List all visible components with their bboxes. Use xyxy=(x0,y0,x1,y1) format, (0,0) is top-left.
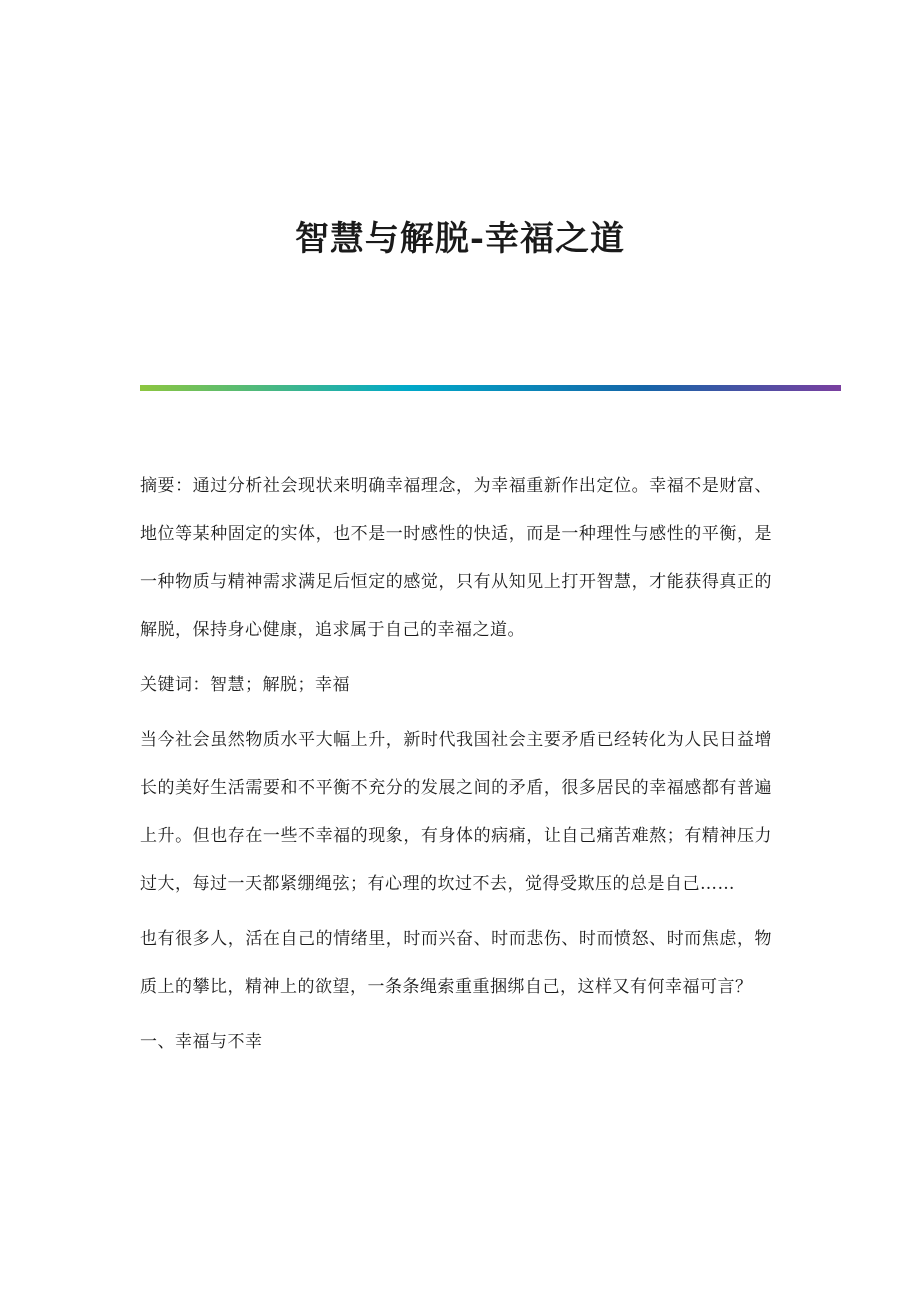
page-title: 智慧与解脱-幸福之道 xyxy=(294,219,626,259)
body-paragraph: 也有很多人，活在自己的情绪里，时而兴奋、时而悲伤、时而愤怒、时而焦虑，物质上的攀比，精神上的欲望，一条条绳索重重捆绑自己，这样又有何幸福可言？ xyxy=(140,929,772,997)
body-paragraph: 当今社会虽然物质水平大幅上升，新时代我国社会主要矛盾已经转化为人民日益增长的美好生活需要和不平衡不充分的发展之间的矛盾，很多居民的幸福感都有普遍上升。但也存在一些不幸福的现象，有身体的病痛，让自己痛苦难熬；有精神压力过大，每过一天都紧绷绳弦；有心理的坎过不去，觉得受欺压的总是自己…… xyxy=(140,730,772,894)
document-body xyxy=(140,462,772,1073)
section-heading: 一、幸福与不幸 xyxy=(140,1032,263,1052)
abstract-paragraph: 摘要：通过分析社会现状来明确幸福理念，为幸福重新作出定位。幸福不是财富、地位等某种固定的实体，也不是一时感性的快适，而是一种理性与感性的平衡，是一种物质与精神需求满足后恒定的感觉，只有从知见上打开智慧，才能获得真正的解脱，保持身心健康，追求属于自己的幸福之道。 xyxy=(140,476,772,640)
keywords-paragraph: 关键词：智慧；解脱；幸福 xyxy=(140,675,350,695)
title-divider-bar xyxy=(140,385,841,391)
title-divider xyxy=(140,385,841,391)
